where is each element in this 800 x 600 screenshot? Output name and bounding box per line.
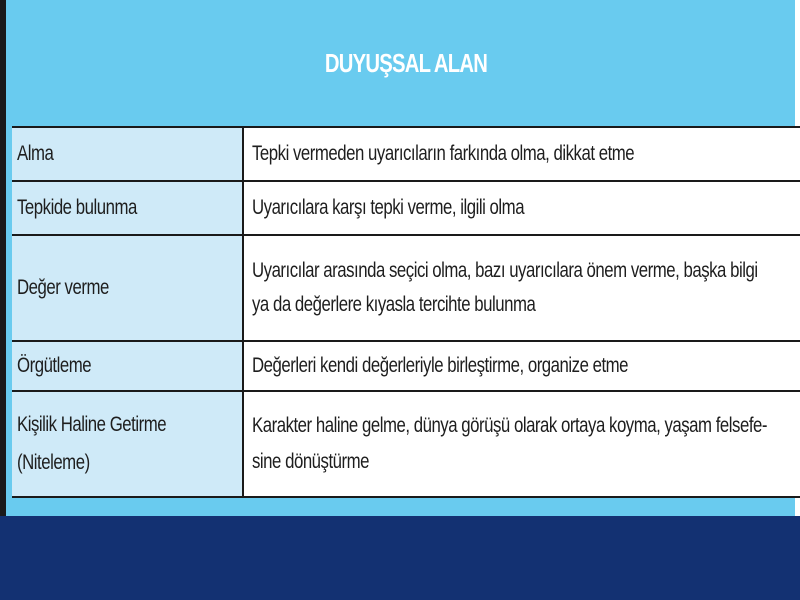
- level-name-line-2: (Niteleme): [17, 451, 90, 474]
- level-name: Alma: [17, 142, 54, 165]
- table-row: [12, 128, 800, 182]
- level-description: Uyarıcılara karşı tepki verme, ilgili olma: [252, 196, 525, 219]
- table-body: [12, 126, 800, 498]
- level-name: Tepkide bulunma: [17, 196, 137, 219]
- table-row: [12, 182, 800, 236]
- level-name-cell: [12, 182, 244, 234]
- level-description-cell: [244, 236, 800, 340]
- level-name: Örgütleme: [17, 354, 92, 377]
- level-description-line-2: ya da değerlere kıyasla tercihte bulunma: [252, 293, 536, 316]
- level-description-cell: [244, 182, 800, 234]
- level-description-cell: [244, 128, 800, 180]
- table-title: DUYUŞSAL ALAN: [325, 47, 488, 78]
- level-description-line-1: Karakter haline gelme, dünya görüşü olarak ortaya koyma, yaşam felsefe-: [252, 414, 767, 437]
- footer-band: [0, 516, 800, 600]
- level-description: Değerleri kendi değerleriyle birleştirme, organize etme: [252, 354, 629, 377]
- level-description-cell: [244, 342, 800, 390]
- level-name: Değer verme: [17, 276, 109, 299]
- level-description-line-2: sine dönüştürme: [252, 450, 370, 473]
- table-row: [12, 342, 800, 392]
- level-name-cell: [12, 128, 244, 180]
- table-row: [12, 392, 800, 496]
- table-row: [12, 236, 800, 342]
- level-description: Tepki vermeden uyarıcıların farkında olma, dikkat etme: [252, 142, 635, 165]
- level-description-cell: [244, 392, 800, 496]
- level-name-line-1: Kişilik Haline Getirme: [17, 413, 167, 436]
- level-name-cell: [12, 236, 244, 340]
- level-name-cell: [12, 392, 244, 496]
- level-name-cell: [12, 342, 244, 390]
- table-header: [12, 0, 800, 126]
- level-description-line-1: Uyarıcılar arasında seçici olma, bazı uyarıcılara önem verme, başka bilgi: [252, 259, 758, 282]
